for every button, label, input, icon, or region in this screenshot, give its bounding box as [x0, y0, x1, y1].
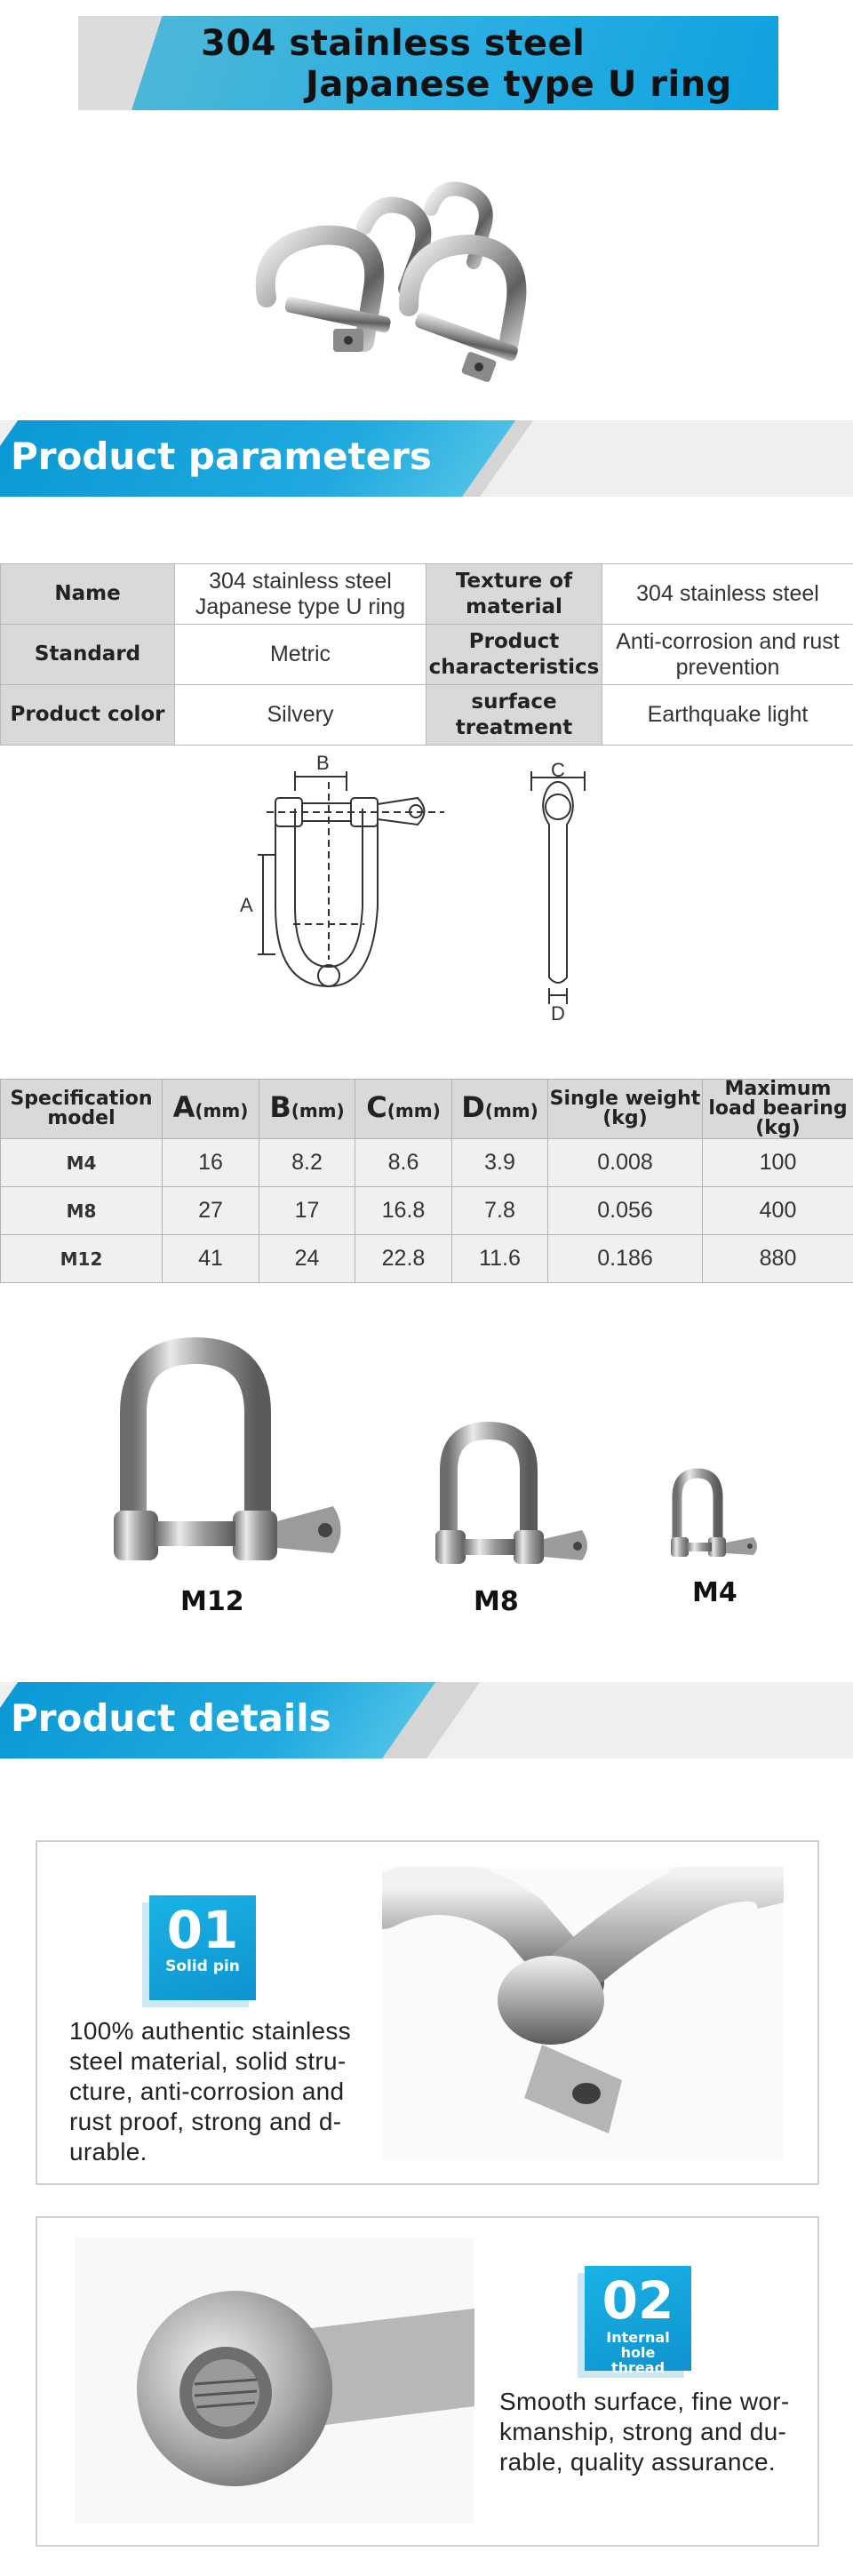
dimension-label-b: B: [316, 755, 330, 774]
cell-b: 24: [259, 1235, 355, 1283]
table-row: [1, 1235, 853, 1283]
section-header-parameters: [0, 420, 853, 497]
param-value: Anti-corrosion and rust prevention: [602, 625, 853, 685]
cell-b: 8.2: [259, 1139, 355, 1187]
param-key: Product characteristics: [426, 625, 602, 685]
badge-number: 02: [602, 2270, 674, 2331]
cell-model: M4: [1, 1139, 163, 1187]
badge-02: [585, 2266, 691, 2376]
dimension-label-a: A: [240, 894, 253, 916]
dimension-label-c: C: [551, 759, 565, 781]
detail-photo-2: [75, 2237, 474, 2524]
table-row: [1, 564, 853, 625]
param-value: Silvery: [175, 685, 426, 746]
cell-d: 3.9: [452, 1139, 548, 1187]
column-header-load: Maximum load bearing (kg): [703, 1080, 853, 1139]
detail-text-1: 100% authentic stainless steel material, solid stru- cture, anti-corrosion and rust proof, strong and d- urable.: [69, 2017, 351, 2165]
table-row: [1, 685, 853, 746]
detail-photo-1: [382, 1867, 784, 2160]
cell-weight: 0.186: [548, 1235, 703, 1283]
section-title-details: Product details: [11, 1696, 331, 1740]
badge-01: [149, 1895, 256, 2000]
table-header-row: [1, 1080, 853, 1139]
cell-c: 16.8: [355, 1187, 452, 1235]
column-header-d: D(mm): [452, 1080, 548, 1139]
dimension-diagram: [240, 755, 613, 1022]
cell-a: 16: [163, 1139, 259, 1187]
cell-a: 27: [163, 1187, 259, 1235]
table-row: [1, 1139, 853, 1187]
hero-product-image: [231, 173, 551, 404]
title-line-2: Japanese type U ring: [306, 64, 732, 105]
parameter-table: [0, 563, 853, 746]
title-line-1: 304 stainless steel: [201, 23, 586, 64]
specification-table: [0, 1079, 853, 1283]
title-banner: [78, 16, 778, 110]
cell-c: 8.6: [355, 1139, 452, 1187]
cell-a: 41: [163, 1235, 259, 1283]
cell-weight: 0.008: [548, 1139, 703, 1187]
detail-card-2: [36, 2216, 819, 2547]
cell-load: 880: [703, 1235, 853, 1283]
column-header-a: A(mm): [163, 1080, 259, 1139]
cell-b: 17: [259, 1187, 355, 1235]
size-label-m8: M8: [474, 1586, 519, 1617]
table-row: [1, 1187, 853, 1235]
param-key: Product color: [1, 685, 175, 746]
detail-card-1: [36, 1840, 819, 2185]
table-row: [1, 625, 853, 685]
section-title-parameters: Product parameters: [11, 435, 432, 478]
cell-d: 7.8: [452, 1187, 548, 1235]
param-key: surface treatment: [426, 685, 602, 746]
detail-text-2: Smooth surface, fine wor- kmanship, strong and du- rable, quality assurance.: [499, 2388, 790, 2476]
column-header-c: C(mm): [355, 1080, 452, 1139]
shackle-m4-image: [671, 1473, 757, 1557]
shackle-m8-image: [435, 1431, 587, 1564]
shackle-m12-image: [114, 1351, 341, 1560]
column-header-model: Specification model: [1, 1080, 163, 1139]
column-header-weight: Single weight (kg): [548, 1080, 703, 1139]
param-value: 304 stainless steel Japanese type U ring: [175, 564, 426, 625]
param-key: Name: [1, 564, 175, 625]
section-header-details: [0, 1682, 853, 1759]
cell-load: 100: [703, 1139, 853, 1187]
size-lineup-image: [0, 1333, 853, 1599]
size-label-m12: M12: [180, 1586, 244, 1617]
cell-model: M12: [1, 1235, 163, 1283]
cell-c: 22.8: [355, 1235, 452, 1283]
badge-number: 01: [166, 1900, 239, 1960]
column-header-b: B(mm): [259, 1080, 355, 1139]
cell-d: 11.6: [452, 1235, 548, 1283]
param-key: Standard: [1, 625, 175, 685]
param-value: Earthquake light: [602, 685, 853, 746]
param-value: Metric: [175, 625, 426, 685]
size-label-m4: M4: [692, 1577, 737, 1608]
cell-model: M8: [1, 1187, 163, 1235]
badge-caption: Internal hole thread: [606, 2329, 670, 2376]
dimension-label-d: D: [551, 1002, 565, 1022]
cell-load: 400: [703, 1187, 853, 1235]
param-value: 304 stainless steel: [602, 564, 853, 625]
cell-weight: 0.056: [548, 1187, 703, 1235]
param-key: Texture of material: [426, 564, 602, 625]
badge-caption: Solid pin: [165, 1958, 240, 1975]
